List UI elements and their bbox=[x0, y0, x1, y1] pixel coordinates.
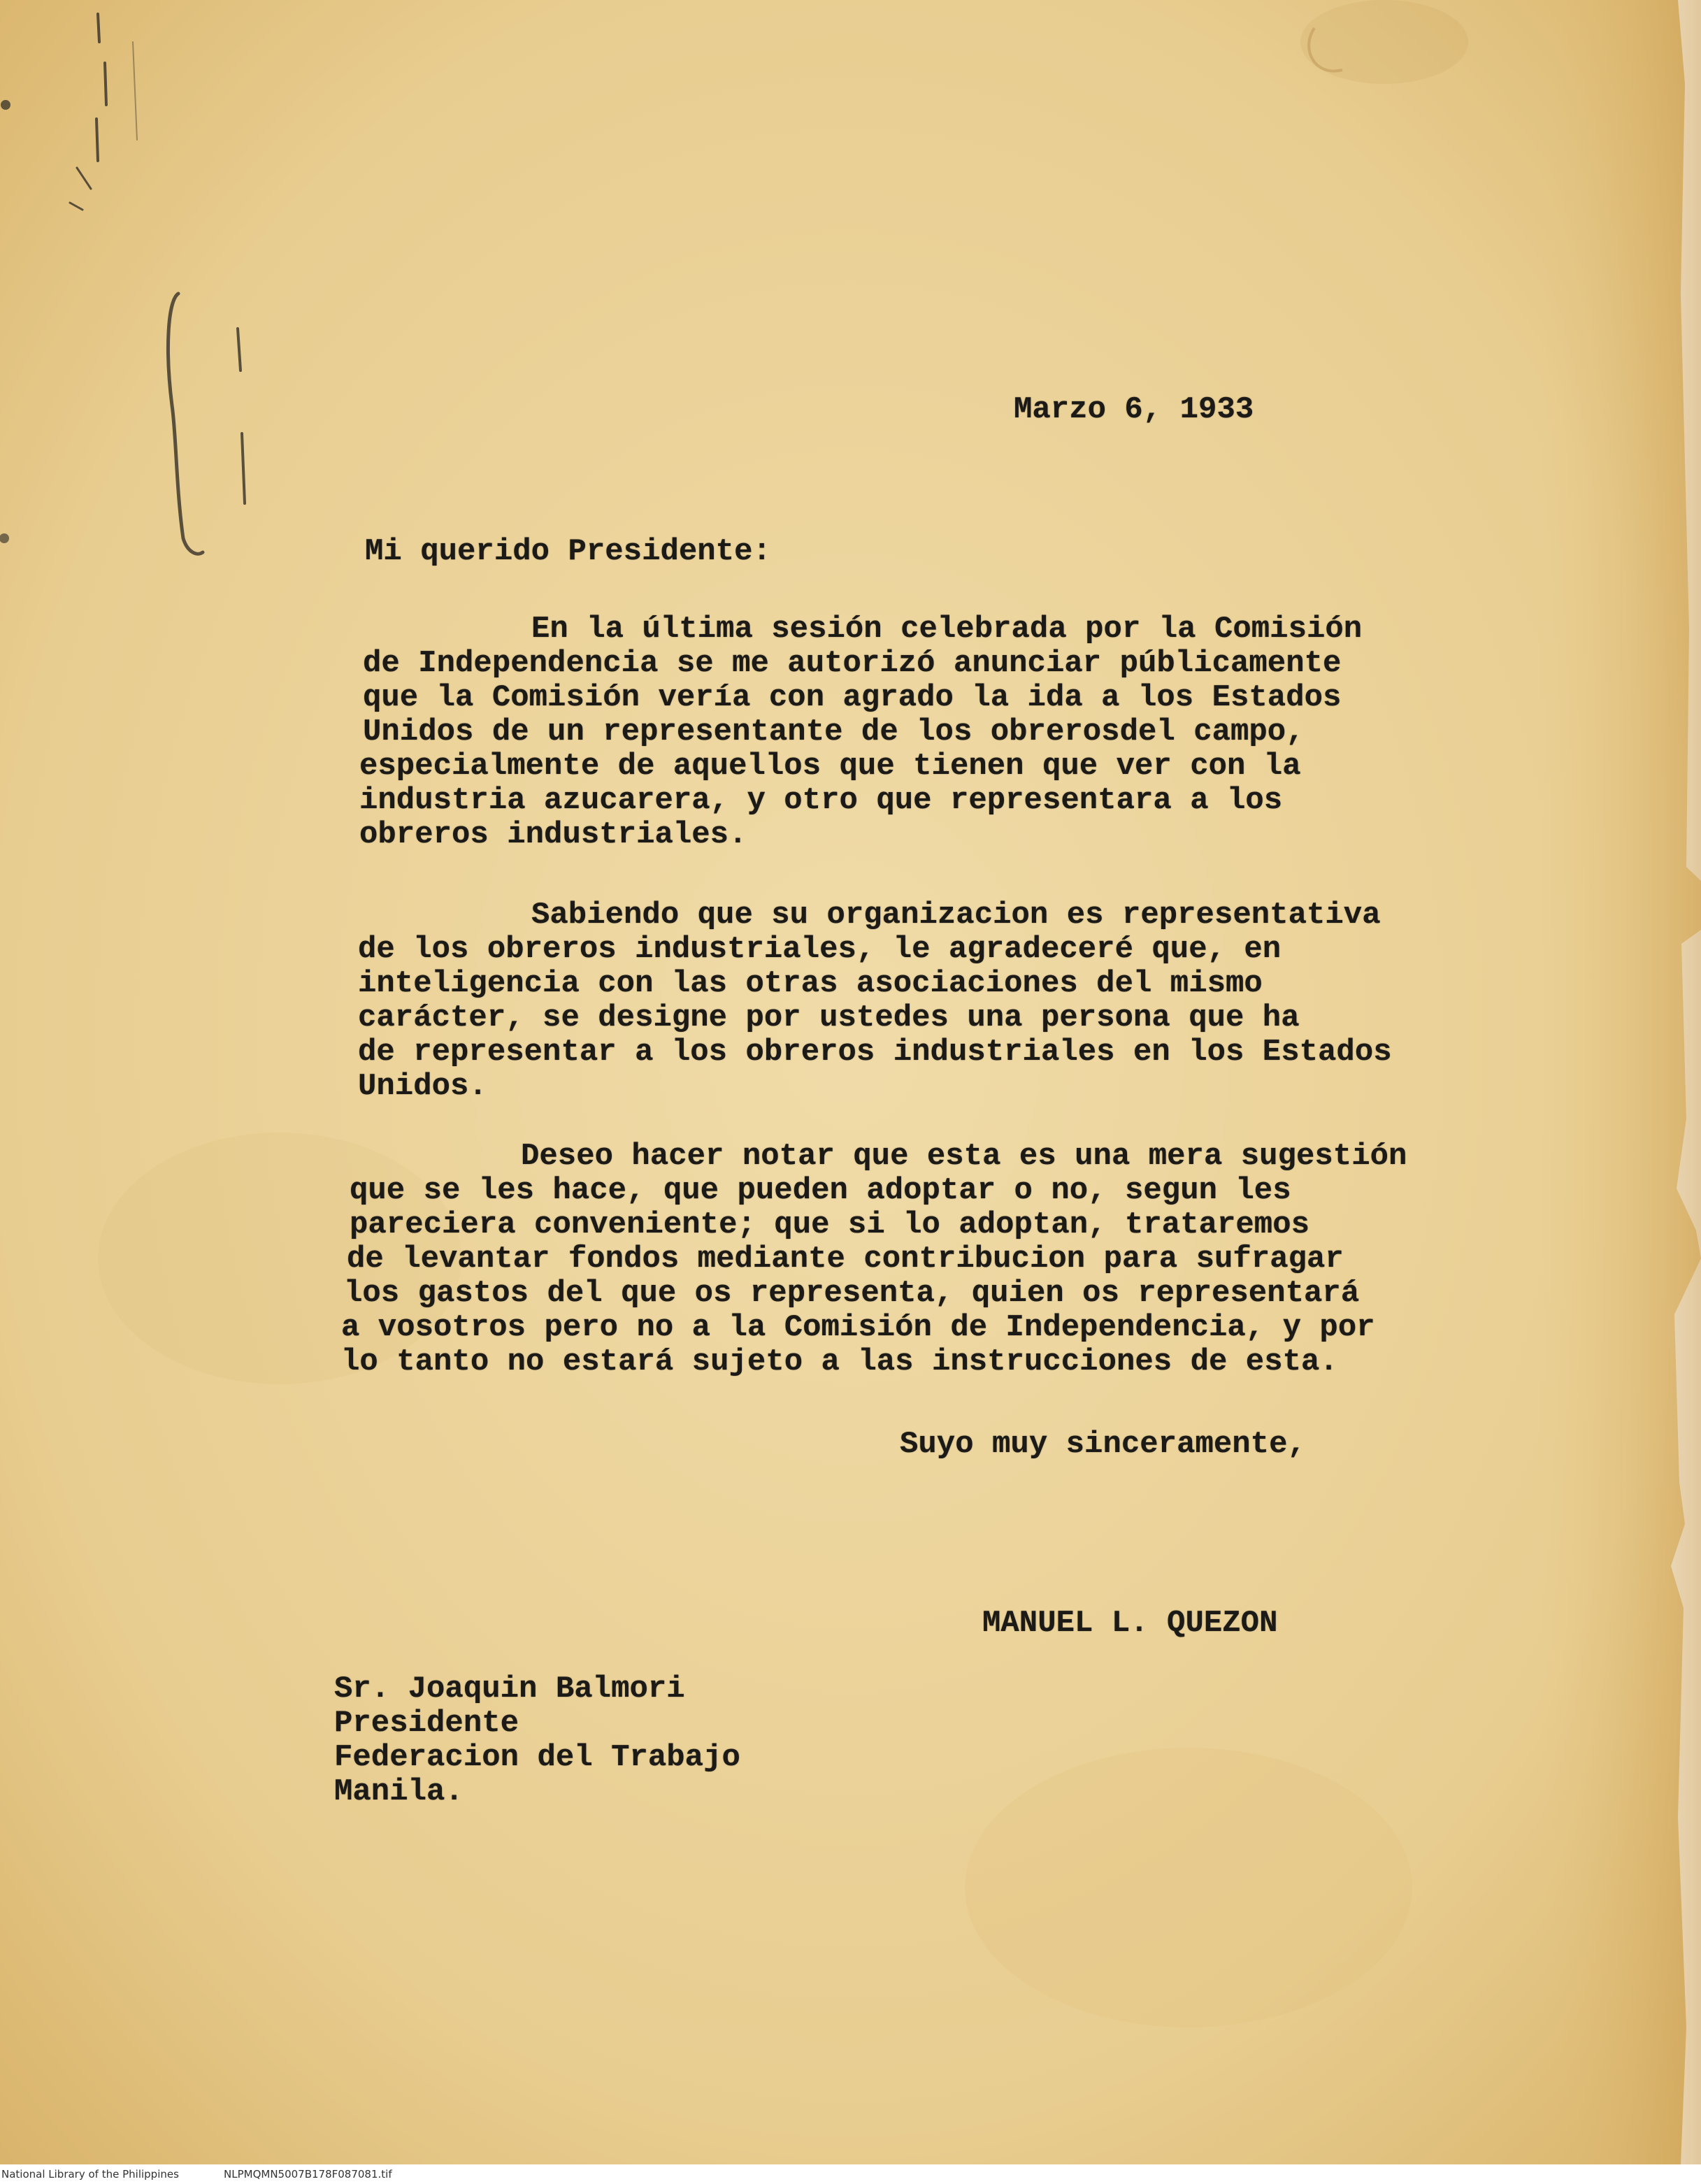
paragraph-line: inteligencia con las otras asociaciones del mismo bbox=[358, 966, 1263, 1001]
recipient-name: Sr. Joaquin Balmori bbox=[334, 1672, 685, 1707]
paragraph-line: que se les hace, que pueden adoptar o no, segun les bbox=[350, 1173, 1291, 1208]
letter-salutation: Mi querido Presidente: bbox=[365, 534, 771, 569]
signature-name: MANUEL L. QUEZON bbox=[982, 1606, 1278, 1641]
paragraph-line: especialmente de aquellos que tienen que ver con la bbox=[359, 749, 1301, 784]
paragraph-line: carácter, se designe por ustedes una persona que ha bbox=[358, 1000, 1300, 1035]
paragraph-line: En la última sesión celebrada por la Comisión bbox=[531, 612, 1363, 647]
paragraph-line: de Independencia se me autorizó anunciar públicamente bbox=[363, 646, 1342, 681]
paragraph-line: que la Comisión vería con agrado la ida a los Estados bbox=[363, 680, 1342, 715]
paragraph-line: industria azucarera, y otro que representara a los bbox=[359, 783, 1283, 818]
paragraph-line: pareciera conveniente; que si lo adoptan, trataremos bbox=[350, 1207, 1310, 1242]
recipient-organization: Federacion del Trabajo bbox=[334, 1740, 740, 1775]
scan-footer bbox=[0, 2164, 1701, 2184]
scan-library-label: National Library of the Philippines bbox=[1, 2168, 179, 2181]
paragraph-line: Deseo hacer notar que esta es una mera sugestión bbox=[521, 1139, 1407, 1174]
recipient-city: Manila. bbox=[334, 1774, 464, 1809]
paragraph-line: Unidos. bbox=[358, 1069, 487, 1104]
paragraph-line: Sabiendo que su organizacion es representativa bbox=[531, 898, 1381, 933]
recipient-title: Presidente bbox=[334, 1706, 519, 1741]
paragraph-line: a vosotros pero no a la Comisión de Independencia, y por bbox=[341, 1310, 1375, 1345]
paragraph-line: de levantar fondos mediante contribucion para sufragar bbox=[347, 1242, 1344, 1277]
paragraph-line: lo tanto no estará sujeto a las instrucciones de esta. bbox=[341, 1344, 1338, 1379]
paragraph-line: de representar a los obreros industriales en los Estados bbox=[358, 1035, 1392, 1070]
paragraph-line: de los obreros industriales, le agradeceré que, en bbox=[358, 932, 1282, 967]
scan-file-id: NLPMQMN5007B178F087081.tif bbox=[224, 2168, 392, 2181]
letter-closing: Suyo muy sinceramente, bbox=[900, 1427, 1306, 1462]
paragraph-line: los gastos del que os representa, quien os representará bbox=[344, 1276, 1360, 1311]
letter-date: Marzo 6, 1933 bbox=[1014, 392, 1254, 427]
paragraph-line: obreros industriales. bbox=[359, 817, 747, 852]
paragraph-line: Unidos de un representante de los obrerosdel campo, bbox=[363, 714, 1305, 749]
